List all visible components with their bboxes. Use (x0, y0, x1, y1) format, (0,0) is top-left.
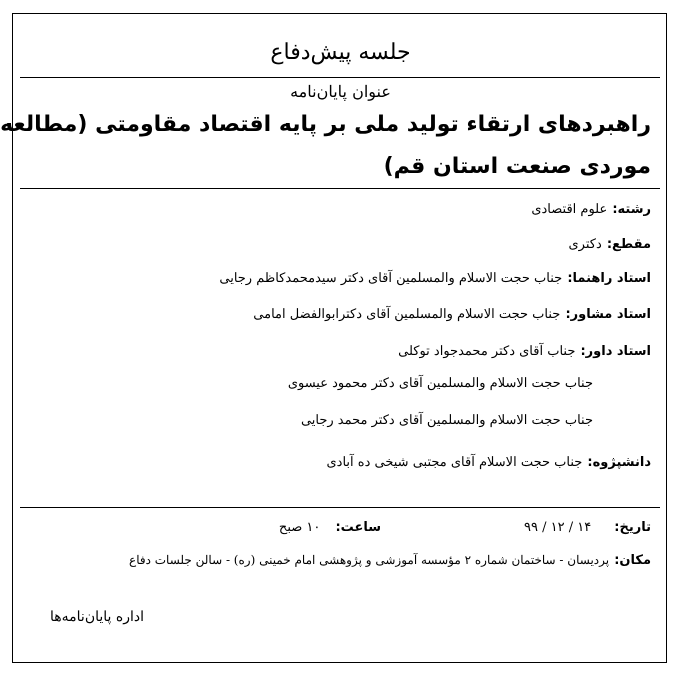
date-row (524, 516, 651, 535)
researcher-value: جناب حجت الاسلام آقای مجتبی شیخی ده آبادی (326, 455, 583, 470)
place-label: مکان: (614, 553, 651, 568)
advisor-label: استاد مشاور: (565, 307, 651, 322)
referee-value-1: جناب آقای دکتر محمدجواد توکلی (398, 344, 576, 359)
researcher-label: دانشپژوه: (587, 455, 651, 470)
date-label: تاریخ: (614, 520, 651, 535)
referee-row (398, 340, 651, 359)
session-title: جلسه پیش‌دفاع (270, 40, 411, 65)
thesis-caption: عنوان پایان‌نامه (290, 82, 391, 101)
field-value: علوم اقتصادی (531, 202, 608, 217)
time-value: ۱۰ صبح (278, 520, 321, 535)
level-row (569, 233, 652, 252)
level-label: مقطع: (606, 237, 651, 252)
date-value: ۱۴ / ۱۲ / ۹۹ (523, 520, 592, 535)
place-row (129, 549, 651, 568)
field-row (531, 198, 651, 217)
time-row (279, 516, 381, 535)
divider-top (20, 77, 660, 78)
advisor-row (253, 303, 651, 322)
office-name: اداره پایان‌نامه‌ها (50, 609, 144, 625)
advisor-value: جناب حجت الاسلام والمسلمین آقای دکترابوالفضل امامی (253, 307, 561, 322)
thesis-title-line-1: راهبردهای ارتقاء تولید ملی بر پایه اقتصاد مقاومتی (مطالعه (0, 112, 651, 137)
supervisor-row (219, 267, 651, 286)
supervisor-value: جناب حجت الاسلام والمسلمین آقای دکتر سیدمحمدکاظم رجایی (219, 271, 563, 286)
referee-value-2: جناب حجت الاسلام والمسلمین آقای دکتر محمود عیسوی (287, 376, 593, 391)
researcher-row (327, 451, 652, 470)
divider-middle (20, 188, 660, 189)
supervisor-label: استاد راهنما: (567, 271, 651, 286)
place-value: پردیسان - ساختمان شماره ۲ مؤسسه آموزشی و پژوهشی امام خمینی (ره) - سالن جلسات دفاع (129, 553, 610, 567)
divider-bottom (20, 507, 660, 508)
referee-value-3: جناب حجت الاسلام والمسلمین آقای دکتر محمد رجایی (300, 413, 593, 428)
level-value: دکتری (568, 237, 602, 252)
time-label: ساعت: (335, 520, 381, 535)
thesis-title-line-2: موردی صنعت استان قم) (383, 154, 651, 179)
field-label: رشته: (612, 202, 651, 217)
referee-label: استاد داور: (580, 344, 651, 359)
